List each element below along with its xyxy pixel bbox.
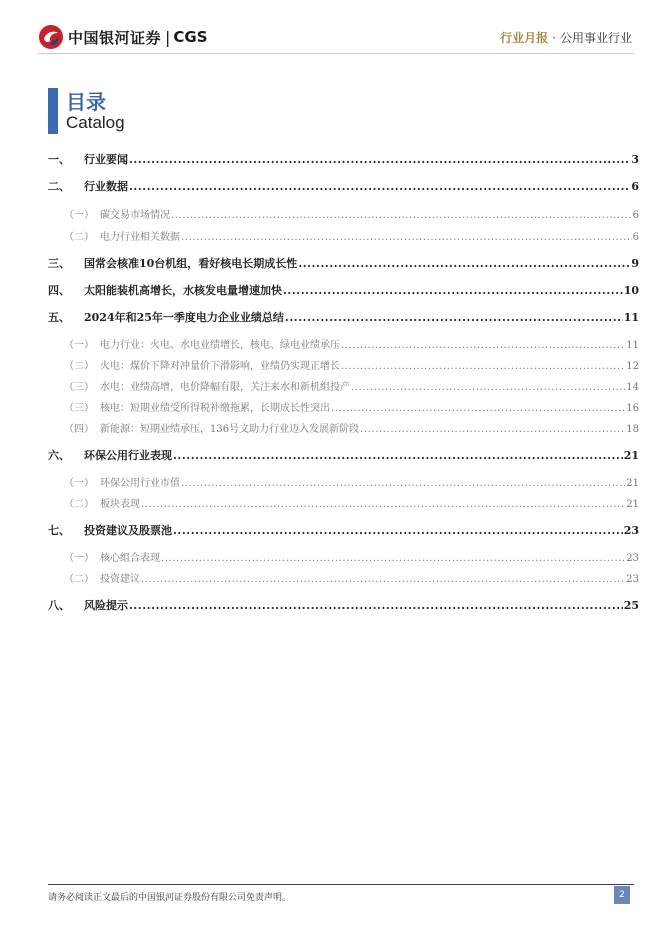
toc-leader-dots <box>331 403 625 414</box>
toc-entry[interactable] <box>48 597 639 613</box>
title-cn: 目录 <box>66 90 106 114</box>
toc-entry-page: 6 <box>632 210 639 221</box>
toc-leader-dots <box>298 257 630 270</box>
toc-entry-page: 6 <box>631 180 639 193</box>
toc-entry-title: 投资建议 <box>100 574 140 585</box>
toc-entry-page: 23 <box>623 524 639 537</box>
report-category <box>500 29 632 46</box>
toc-entry-title: 电力行业：火电、水电业绩增长，核电、绿电业绩承压 <box>100 340 340 351</box>
toc-entry-page: 23 <box>626 574 639 585</box>
report-sector: 公用事业行业 <box>559 31 632 45</box>
toc-entry[interactable] <box>64 336 639 351</box>
toc-entry[interactable] <box>64 378 639 393</box>
footer-disclaimer: 请务必阅读正文最后的中国银河证券股份有限公司免责声明。 <box>48 893 292 903</box>
toc-entry-number: （一） <box>64 553 94 564</box>
toc-entry-page: 3 <box>631 153 639 166</box>
toc-leader-dots <box>360 424 625 435</box>
toc-entry[interactable] <box>48 255 639 271</box>
toc-entry[interactable] <box>48 282 639 298</box>
toc-entry-number: 八、 <box>48 599 70 612</box>
toc-entry-title: 电力行业相关数据 <box>100 232 180 243</box>
toc-entry-number: （四） <box>64 424 94 435</box>
toc-entry-title: 核心组合表现 <box>100 553 160 564</box>
toc-entry-page: 25 <box>623 599 639 612</box>
toc-entry-page: 11 <box>623 311 639 324</box>
toc-entry-number: （一） <box>64 478 94 489</box>
toc-entry-title: 水电：业绩高增，电价降幅有限，关注来水和新机组投产 <box>100 382 350 393</box>
toc-entry[interactable] <box>64 206 639 221</box>
title-en: Catalog <box>66 113 125 132</box>
cgs-logo-icon <box>38 24 64 50</box>
toc-leader-dots <box>285 311 623 324</box>
toc-entry-number: （一） <box>64 210 94 221</box>
toc-entry-page: 23 <box>626 553 639 564</box>
toc-entry[interactable] <box>48 309 639 325</box>
title-accent-bar <box>48 88 58 134</box>
toc-leader-dots <box>283 284 623 297</box>
toc-entry-page: 16 <box>626 403 639 414</box>
toc-entry[interactable] <box>48 151 639 167</box>
toc-leader-dots <box>351 382 625 393</box>
toc-entry-title: 火电：煤价下降对冲量价下滑影响，业绩仍实现正增长 <box>100 361 340 372</box>
toc-entry[interactable] <box>64 420 639 435</box>
toc-entry-page: 21 <box>623 449 639 462</box>
toc-leader-dots <box>161 553 625 564</box>
toc-entry-number: 六、 <box>48 449 70 462</box>
toc-entry-page: 10 <box>623 284 639 297</box>
toc-entry-page: 6 <box>632 232 639 243</box>
toc-leader-dots <box>141 574 625 585</box>
toc-entry-number: （二） <box>64 574 94 585</box>
toc-entry[interactable] <box>48 522 639 538</box>
toc-entry-number: （二） <box>64 232 94 243</box>
toc-leader-dots <box>181 478 625 489</box>
toc-entry-title: 行业要闻 <box>84 153 128 166</box>
toc-entry-page: 9 <box>631 257 639 270</box>
toc-leader-dots <box>341 361 625 372</box>
toc-entry-number: 五、 <box>48 311 70 324</box>
toc-entry-number: （三） <box>64 382 94 393</box>
toc-entry[interactable] <box>64 570 639 585</box>
toc-entry-number: （三） <box>64 403 94 414</box>
toc-leader-dots <box>341 340 625 351</box>
toc-entry[interactable] <box>48 178 639 194</box>
logo-text-cn: 中国银河证券 <box>68 28 162 47</box>
toc-entry-title: 2024年和25年一季度电力企业业绩总结 <box>84 311 284 324</box>
toc-entry-page: 21 <box>626 499 639 510</box>
toc-entry[interactable] <box>64 549 639 564</box>
toc-entry-title: 行业数据 <box>84 180 128 193</box>
toc-entry-title: 新能源：短期业绩承压，136号文助力行业迈入发展新阶段 <box>100 424 360 435</box>
toc-entry-title: 板块表现 <box>100 499 140 510</box>
toc-entry-title: 环保公用行业表现 <box>84 449 172 462</box>
logo-text-en: CGS <box>173 28 208 46</box>
toc-entry-title: 风险提示 <box>84 599 128 612</box>
toc-entry-number: （二） <box>64 499 94 510</box>
toc-leader-dots <box>181 232 632 243</box>
toc-leader-dots <box>173 524 623 537</box>
toc-entry-number: 七、 <box>48 524 70 537</box>
page-number: 2 <box>614 886 630 904</box>
toc-entry-number: （一） <box>64 340 94 351</box>
toc-entry-page: 21 <box>626 478 639 489</box>
toc-entry-number: 一、 <box>48 153 70 166</box>
report-type: 行业月报 <box>500 31 549 45</box>
toc-entry-title: 投资建议及股票池 <box>84 524 172 537</box>
toc-leader-dots <box>171 210 632 221</box>
toc-leader-dots <box>129 153 630 166</box>
toc-entry-page: 12 <box>626 361 639 372</box>
header-dot: · <box>552 31 556 45</box>
company-logo <box>38 24 208 50</box>
toc-entry[interactable] <box>48 447 639 463</box>
footer-divider <box>48 884 634 885</box>
toc-entry-number: 三、 <box>48 257 70 270</box>
toc-entry[interactable] <box>64 495 639 510</box>
toc-entry-title: 环保公用行业市值 <box>100 478 180 489</box>
toc-entry[interactable] <box>64 228 639 243</box>
toc-entry[interactable] <box>64 474 639 489</box>
toc-entry-title: 国常会核准10台机组，看好核电长期成长性 <box>84 257 298 270</box>
toc-entry-number: 四、 <box>48 284 70 297</box>
toc-leader-dots <box>173 449 623 462</box>
page-header <box>0 0 662 60</box>
toc-entry-title: 碳交易市场情况 <box>100 210 170 221</box>
toc-entry-page: 14 <box>626 382 639 393</box>
toc-entry[interactable] <box>64 357 639 372</box>
toc-entry-title: 核电：短期业绩受所得税补缴拖累，长期成长性突出 <box>100 403 330 414</box>
toc-leader-dots <box>129 599 623 612</box>
logo-separator: | <box>165 27 171 47</box>
toc-leader-dots <box>129 180 630 193</box>
toc-entry-page: 11 <box>626 340 639 351</box>
toc-leader-dots <box>141 499 625 510</box>
header-divider <box>38 53 634 54</box>
toc-entry-number: 二、 <box>48 180 70 193</box>
toc-entry-title: 太阳能装机高增长，水核发电量增速加快 <box>84 284 282 297</box>
toc-entry-number: （二） <box>64 361 94 372</box>
toc-entry-page: 18 <box>626 424 639 435</box>
toc-entry[interactable] <box>64 399 639 414</box>
